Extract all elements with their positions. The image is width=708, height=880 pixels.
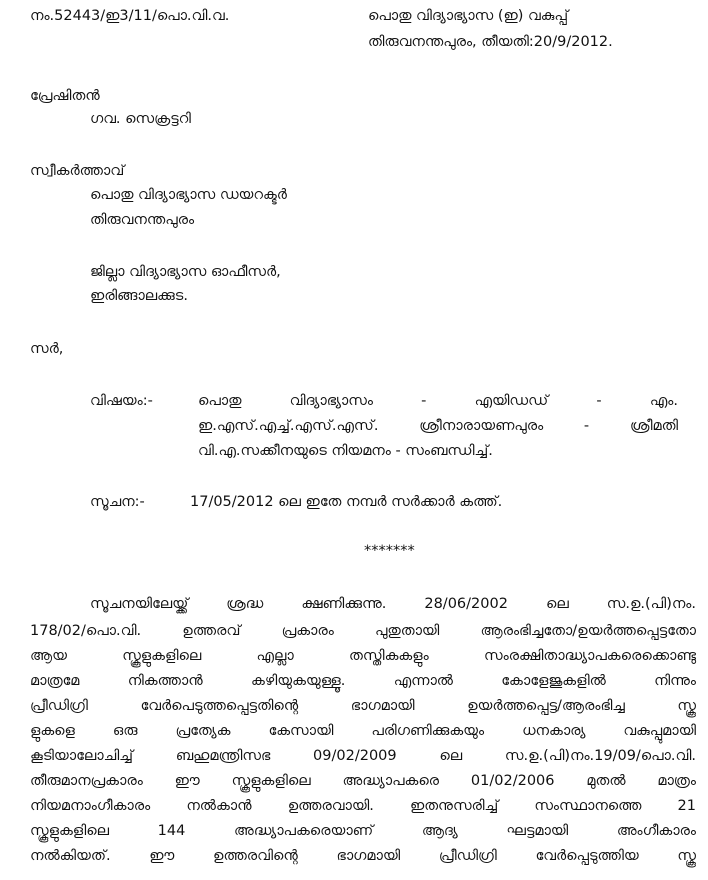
- body-line-11: നല്‍കിയത്. ഈ ഉത്തരവിന്റെ ഭാഗമായി പ്രീഡിഗ്രി വേര്‍പ്പെടുത്തിയ സ്കൂ: [30, 848, 696, 864]
- body-line-8: തീരുമാനപ്രകാരം ഈ സ്കൂളുകളിലെ അദ്ധ്യാപകരെ 01/02/2006 മുതല്‍ മാത്രം: [30, 773, 696, 789]
- subject-line-3: വി.എ.സക്കീനയുടെ നിയമനം - സംബന്ധിച്ച്.: [198, 443, 493, 459]
- reference-label: സൂചന:-: [90, 494, 145, 510]
- body-line-5: പ്രീഡിഗ്രി വേര്‍പെടുത്തപ്പെട്ടതിന്റെ ഭാഗമായി ഉയര്‍ത്തപ്പെട്ട/ആരംഭിച്ച സ്കൂ: [30, 698, 696, 714]
- body-line-1: സൂചനയിലേയ്ക്ക് ശ്രദ്ധ ക്ഷണിക്കുന്നു. 28/06/2002 ലെ സ.ഉ.(പി)നം.: [90, 596, 696, 612]
- recipient-label: സ്വീകര്‍ത്താവ്: [30, 163, 125, 179]
- salutation: സര്‍,: [30, 341, 64, 357]
- subject-line-2: ഇ.എസ്.എച്ച്.എസ്.എസ്. ശ്രീനാരായണപുരം - ശ്രീമതി: [198, 418, 678, 434]
- body-line-3: ആയ സ്കൂളുകളിലെ എല്ലാ തസ്തികകളും സംരക്ഷിതാദ്ധ്യാപകരെക്കൊണ്ടു: [30, 648, 696, 664]
- reference-text: 17/05/2012 ലെ ഇതേ നമ്പര്‍ സര്‍ക്കാര്‍ കത്ത്.: [190, 494, 503, 510]
- department-name: പൊതു വിദ്യാഭ്യാസ (ഇ) വകുപ്പ്: [368, 8, 569, 24]
- recipient-line-1: പൊതു വിദ്യാഭ്യാസ ഡയറക്ടര്‍: [90, 187, 287, 203]
- body-line-9: നിയമനാംഗീകാരം നല്‍കാന്‍ ഉത്തരവായി. ഇതനുസരിച്ച് സംസ്ഥാനത്തെ 21: [30, 798, 696, 814]
- body-line-4: മാത്രമേ നികത്താന്‍ കഴിയുകയുള്ളൂ. എന്നാല്‍ കോളേജുകളില്‍ നിന്നും: [30, 673, 696, 689]
- separator: *******: [364, 543, 415, 559]
- place-date: തിരുവനന്തപുരം, തീയതി:20/9/2012.: [368, 34, 613, 50]
- body-line-7: കൂടിയാലോചിച്ച് ബഹുമന്ത്രിസഭ 09/02/2009 ലെ സ.ഉ.(പി)നം.19/09/പൊ.വി.: [30, 748, 696, 764]
- subject-label: വിഷയം:-: [90, 393, 153, 409]
- body-line-6: ളുകളെ ഒരു പ്രത്യേക കേസായി പരിഗണിക്കുകയും ധനകാര്യ വകുപ്പുമായി: [30, 723, 696, 739]
- file-number: നം.52443/ഇ3/11/പൊ.വി.വ.: [30, 8, 230, 24]
- sender-label: പ്രേഷിതന്‍: [30, 88, 100, 104]
- sender-name: ഗവ. സെക്രട്ടറി: [90, 111, 191, 127]
- body-line-10: സ്കൂളുകളിലെ 144 അദ്ധ്യാപകരെയാണ് ആദ്യ ഘട്ടമായി അംഗീകാരം: [30, 823, 696, 839]
- subject-line-1: പൊതു വിദ്യാഭ്യാസം - എയിഡഡ് - എം.: [198, 393, 678, 409]
- recipient-line-3: ജില്ലാ വിദ്യാഭ്യാസ ഓഫീസര്‍,: [90, 264, 281, 280]
- body-line-2: 178/02/പൊ.വി. ഉത്തരവ് പ്രകാരം പുതുതായി ആരംഭിച്ചതോ/ഉയര്‍ത്തപ്പെട്ടതോ: [30, 623, 696, 639]
- recipient-line-4: ഇരിങ്ങാലക്കുട.: [90, 288, 188, 304]
- recipient-line-2: തിരുവനന്തപുരം: [90, 212, 195, 228]
